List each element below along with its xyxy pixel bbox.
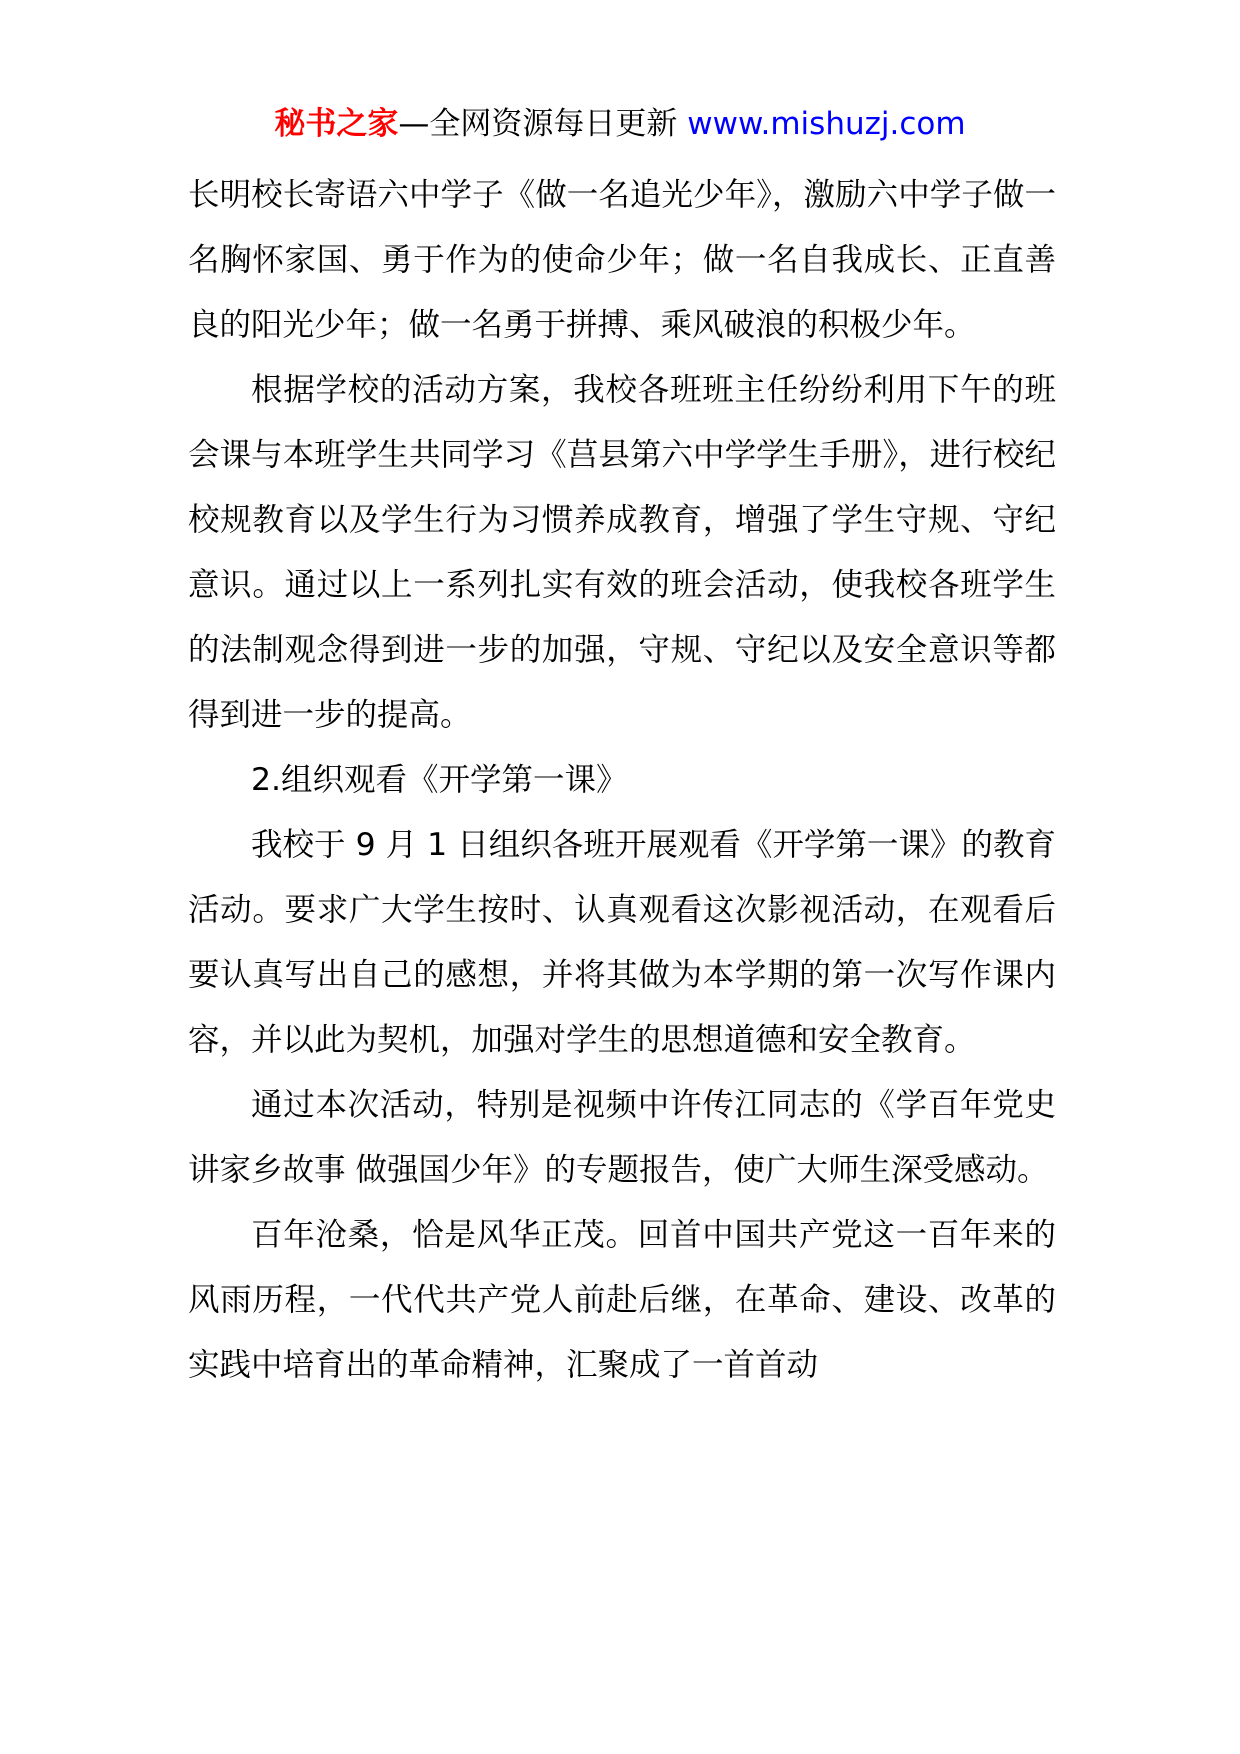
section-heading: 2.组织观看《开学第一课》 [251,762,628,798]
paragraph-5: 百年沧桑，恰是风华正茂。回首中国共产党这一百年来的风雨历程，一代代共产党人前赴后继，在革命、建设、改革的实践中培育出的革命精神，汇聚成了一首首动 [188,1217,1056,1383]
document-body [188,163,1056,1398]
paragraph-4: 通过本次活动，特别是视频中许传江同志的《学百年党史 讲家乡故事 做强国少年》的专题报告，使广大师生深受感动。 [188,1087,1056,1188]
paragraph-3: 我校于 9 月 1 日组织各班开展观看《开学第一课》的教育活动。要求广大学生按时、认真观看这次影视活动，在观看后要认真写出自己的感想，并将其做为本学期的第一次写作课内容，并以此为契机，加强对学生的思想道德和安全教育。 [188,827,1056,1058]
paragraph-2: 根据学校的活动方案，我校各班班主任纷纷利用下午的班会课与本班学生共同学习《莒县第六中学学生手册》，进行校纪校规教育以及学生行为习惯养成教育，增强了学生守规、守纪意识。通过以上一系列扎实有效的班会活动，使我校各班学生的法制观念得到进一步的加强，守规、守纪以及安全意识等都得到进一步的提高。 [188,372,1056,733]
paragraph-1: 长明校长寄语六中学子《做一名追光少年》，激励六中学子做一名胸怀家国、勇于作为的使命少年；做一名自我成长、正直善良的阳光少年；做一名勇于拼搏、乘风破浪的积极少年。 [188,177,1056,343]
site-header [0,102,1240,146]
site-tagline: —全网资源每日更新 [398,106,688,142]
site-brand: 秘书之家 [274,106,399,142]
site-url-link[interactable]: www.mishuzj.com [687,106,966,142]
